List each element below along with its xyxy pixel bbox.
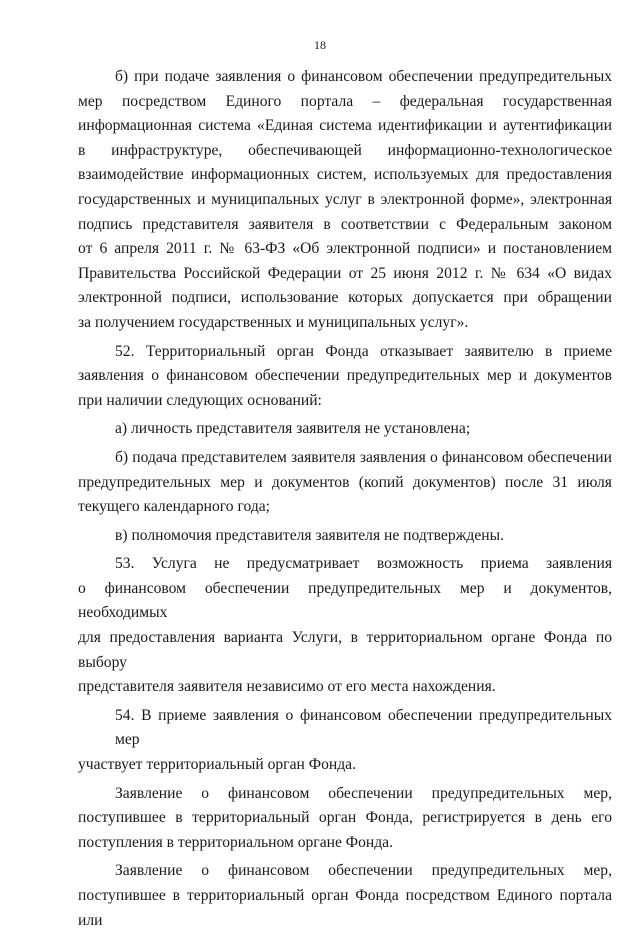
paragraph [78, 859, 612, 933]
text-line: о финансовом обеспечении предупредительных мер и документов, необходимых [78, 579, 612, 622]
document-body [78, 65, 612, 937]
text-line: подпись представителя заявителя в соответствии с Федеральным законом [78, 215, 612, 233]
text-line: текущего календарного года; [78, 498, 271, 516]
text-line: за получением государственных и муниципальных услуг». [78, 313, 469, 331]
paragraph [78, 446, 612, 520]
text-line: поступившее в территориальный орган Фонда, регистрируется в день его [78, 809, 612, 827]
paragraph [78, 65, 612, 336]
paragraph [78, 782, 612, 856]
text-line: Заявление о финансовом обеспечении предупредительных мер, [115, 784, 612, 802]
page-number: 18 [314, 38, 326, 52]
text-line: участвует территориальный орган Фонда. [78, 756, 356, 774]
text-line: в) полномочия представителя заявителя не подтверждены. [115, 526, 504, 544]
paragraph [78, 417, 612, 442]
text-line: поступившее в территориальный орган Фонда посредством Единого портала или [78, 887, 612, 929]
paragraph [78, 704, 612, 778]
text-line: электронной подписи, использование которых допускается при обращении [78, 289, 612, 307]
text-line: взаимодействие информационных систем, используемых для предоставления [78, 166, 612, 184]
text-line: б) при подаче заявления о финансовом обеспечении предупредительных [115, 68, 612, 85]
text-line: информационная система «Единая система идентификации и аутентификации [78, 117, 612, 135]
paragraph [78, 340, 612, 414]
text-line: предупредительных мер и документов (копий документов) после 31 июля [78, 473, 612, 491]
text-line: в инфраструктуре, обеспечивающей информационно-технологическое [78, 141, 612, 159]
text-line: государственных и муниципальных услуг в электронной форме», электронная [78, 190, 612, 208]
text-line: 54. В приеме заявления о финансовом обеспечении предупредительных мер [115, 706, 612, 749]
text-line: б) подача представителем заявителя заявления о финансовом обеспечении [115, 448, 612, 466]
text-line: при наличии следующих оснований: [78, 391, 322, 409]
text-line: мер посредством Единого портала – федеральная государственная [78, 92, 612, 110]
text-line: от 6 апреля 2011 г. № 63-ФЗ «Об электронной подписи» и постановлением [78, 240, 612, 258]
text-line: 53. Услуга не предусматривает возможность приема заявления [115, 555, 612, 573]
text-line: Заявление о финансовом обеспечении предупредительных мер, [115, 862, 612, 880]
paragraph [78, 552, 612, 700]
text-line: 52. Территориальный орган Фонда отказывает заявителю в приеме [115, 342, 612, 360]
text-line: для предоставления варианта Услуги, в территориальном органе Фонда по выбору [78, 629, 612, 671]
paragraph [78, 524, 612, 549]
text-line: а) личность представителя заявителя не установлена; [115, 420, 471, 438]
text-line: Правительства Российской Федерации от 25 июня 2012 г. № 634 «О видах [78, 264, 612, 282]
text-line: представителя заявителя независимо от его места нахождения. [78, 678, 496, 696]
text-line: заявления о финансовом обеспечении предупредительных мер и документов [78, 367, 612, 385]
text-line: поступления в территориальном органе Фонда. [78, 833, 394, 851]
